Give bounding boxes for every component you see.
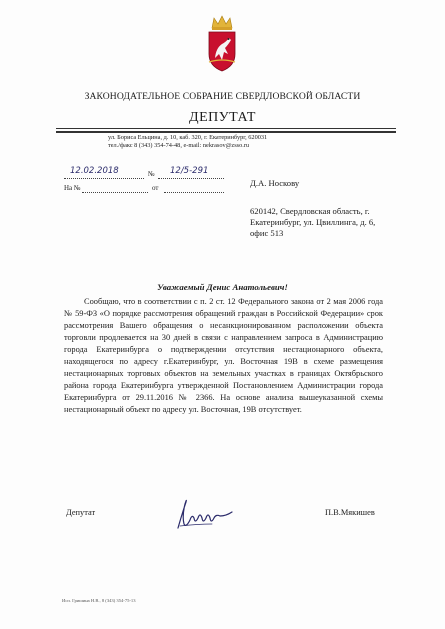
on-number-line <box>82 192 148 193</box>
letter-body: Сообщаю, что в соответствии с п. 2 ст. 12 Федерального закона от 2 мая 2006 года № 59-ФЗ «О порядке рассмотрения обращений граждан в Российской Федерации» срок рассмотрения Вашего обращения о несанкционированном расположении объекта торговли продлевается на 30 дней в связи с направлением запроса в Администрацию города Екатеринбурга о подтверждении отсутствия нестационарного объекта, находящегося по адресу г.Екатеринбург, ул. Восточная 19В в схеме размещения нестационарных торговых объектов на земельных участках в границах Октябрьского района города Екатеринбурга утвержденной Постановлением Администрации города Екатеринбурга от 29.11.2016 № 2366. На основе анализа вышеуказанной схемы нестационарный объект по адресу ул. Восточная, 19В отсутствует. <box>64 297 383 414</box>
recipient-address-line: Екатеринбург, ул. Цвиллинга, д. 6, <box>250 217 376 227</box>
recipient-name: Д.А. Носкову <box>250 178 300 188</box>
executor-info: Исп. Гришина Н.В., 8 (343) 354-75-13 <box>62 598 136 603</box>
header-rule-thick <box>56 131 396 133</box>
signatory-position: Депутат <box>66 508 96 517</box>
organization-name: ЗАКОНОДАТЕЛЬНОЕ СОБРАНИЕ СВЕРДЛОВСКОЙ ОБЛАСТИ <box>84 91 361 102</box>
sender-address: ул. Бориса Ельцина, д. 10, каб. 320, г. Екатеринбург, 620031 <box>108 134 268 141</box>
number-prefix: № <box>148 170 155 178</box>
recipient-address-line: 620142, Свердловская область, г. <box>250 206 370 216</box>
sender-contacts: тел./факс 8 (343) 354-74-48, e-mail: nekrasov@zsso.ru <box>108 142 250 149</box>
recipient-address-line: офис 513 <box>250 228 284 238</box>
document-title: ДЕПУТАТ <box>189 110 256 125</box>
coat-of-arms-icon <box>204 14 240 74</box>
header-rule-thin <box>56 128 396 129</box>
signatory-name: П.В.Мякишев <box>325 508 375 517</box>
handwritten-signature <box>168 494 248 534</box>
on-number-label: На № <box>64 184 81 192</box>
from-line <box>164 192 224 193</box>
registration-number: 12/5-291 <box>170 166 209 176</box>
greeting: Уважаемый Денис Анатольевич! <box>157 282 288 292</box>
number-line <box>158 178 224 179</box>
registration-date: 12.02.2018 <box>70 166 119 176</box>
date-line <box>64 178 144 179</box>
from-label: от <box>152 184 159 192</box>
